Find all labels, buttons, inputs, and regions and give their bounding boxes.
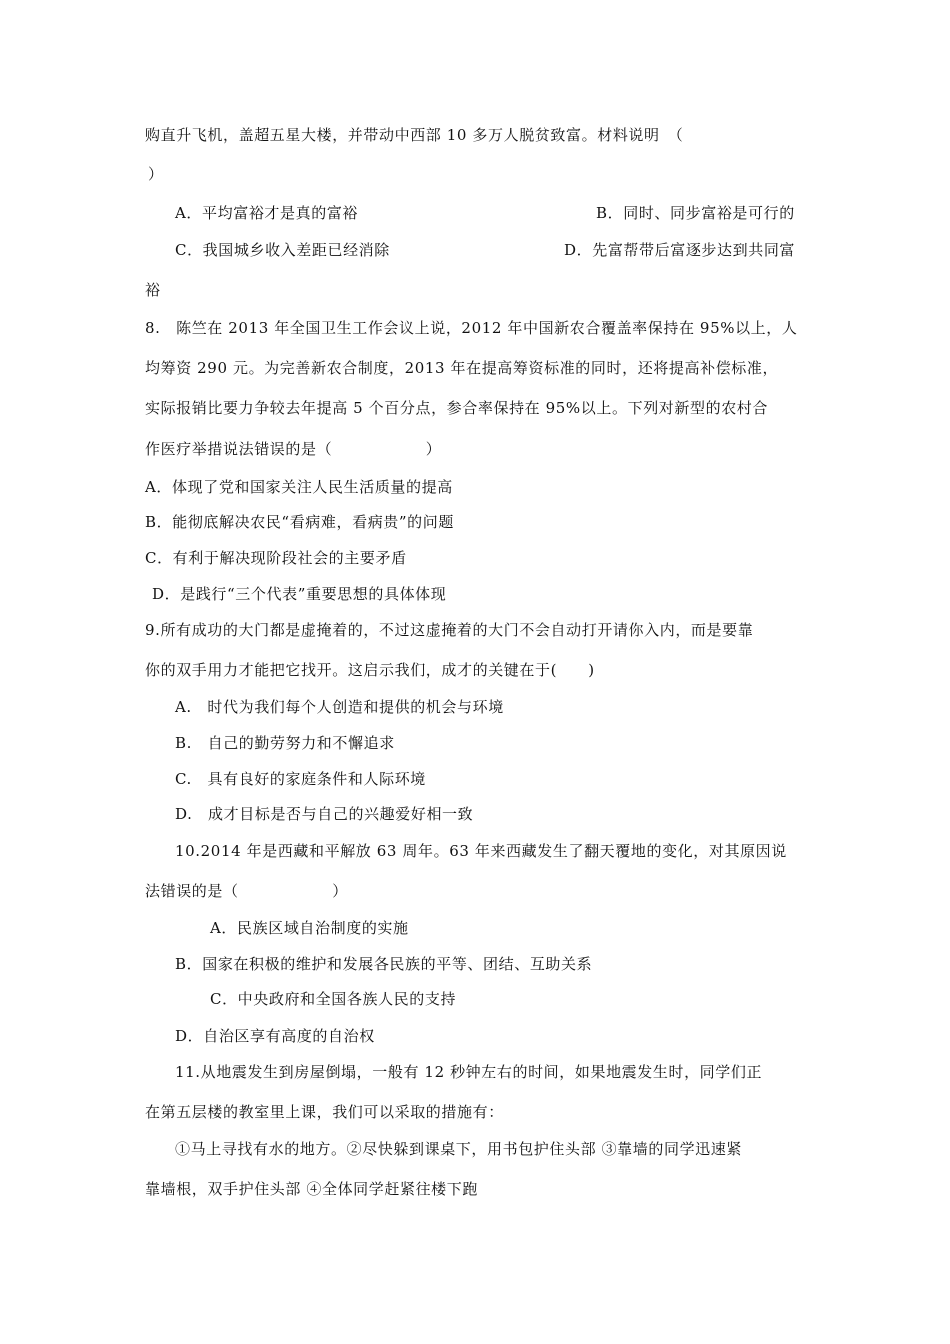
q10-option-d: D．自治区享有高度的自治权 (175, 1027, 375, 1045)
q8-option-d: D．是践行“三个代表”重要思想的具体体现 (152, 585, 447, 603)
q9-stem-line-1: 9.所有成功的大门都是虚掩着的，不过这虚掩着的大门不会自动打开请你入内，而是要靠 (145, 621, 754, 639)
q11-stem-line-1: 11.从地震发生到房屋倒塌，一般有 12 秒钟左右的时间，如果地震发生时，同学们正 (175, 1063, 763, 1081)
q10-option-a: A．民族区域自治制度的实施 (210, 919, 409, 937)
q7-option-d-continued: 裕 (145, 281, 161, 299)
q7-stem-line-1: 购直升飞机，盖超五星大楼，并带动中西部 10 多万人脱贫致富。材料说明 （ (145, 126, 684, 144)
q11-stem-line-2: 在第五层楼的教室里上课，我们可以采取的措施有： (145, 1103, 504, 1121)
q8-option-a: A．体现了党和国家关注人民生活质量的提高 (145, 478, 453, 496)
q7-option-c: C．我国城乡收入差距已经消除 (175, 241, 390, 259)
q8-stem-line-4: 作医疗举措说法错误的是（ ） (145, 440, 442, 458)
q8-stem-line-2: 均筹资 290 元。为完善新农合制度，2013 年在提高筹资标准的同时，还将提高补偿标准， (145, 359, 779, 377)
q10-stem-line-1: 10.2014 年是西藏和平解放 63 周年。63 年来西藏发生了翻天覆地的变化，对其原因说 (175, 842, 787, 860)
q7-option-a: A．平均富裕才是真的富裕 (175, 204, 359, 222)
q7-stem-line-2: ） (148, 165, 164, 183)
q8-option-b: B．能彻底解决农民“看病难，看病贵”的问题 (145, 513, 454, 531)
q8-option-c: C．有利于解决现阶段社会的主要矛盾 (145, 549, 407, 567)
q9-option-b: B. 自己的勤劳努力和不懈追求 (175, 734, 395, 752)
q10-option-c: C．中央政府和全国各族人民的支持 (210, 990, 457, 1008)
q11-stem-line-3: ①马上寻找有水的地方。②尽快躲到课桌下，用书包护住头部 ③靠墙的同学迅速紧 (175, 1140, 742, 1158)
q11-stem-line-4: 靠墙根，双手护住头部 ④全体同学赶紧往楼下跑 (145, 1180, 478, 1198)
q8-stem-line-1: 8. 陈竺在 2013 年全国卫生工作会议上说，2012 年中国新农合覆盖率保持在 95%以上，人 (145, 319, 798, 337)
q10-stem-line-2: 法错误的是（ ） (145, 882, 348, 900)
q9-option-d: D. 成才目标是否与自己的兴趣爱好相一致 (175, 805, 474, 823)
q7-option-b: B．同时、同步富裕是可行的 (596, 204, 795, 222)
q9-stem-line-2: 你的双手用力才能把它找开。这启示我们，成才的关键在于( ) (145, 661, 595, 679)
q9-option-c: C. 具有良好的家庭条件和人际环境 (175, 770, 426, 788)
q9-option-a: A. 时代为我们每个人创造和提供的机会与环境 (175, 698, 504, 716)
q8-stem-line-3: 实际报销比要力争较去年提高 5 个百分点，参合率保持在 95%以上。下列对新型的农村合 (145, 399, 768, 417)
q10-option-b: B．国家在积极的维护和发展各民族的平等、团结、互助关系 (175, 955, 593, 973)
q7-option-d: D．先富帮带后富逐步达到共同富 (564, 241, 796, 259)
